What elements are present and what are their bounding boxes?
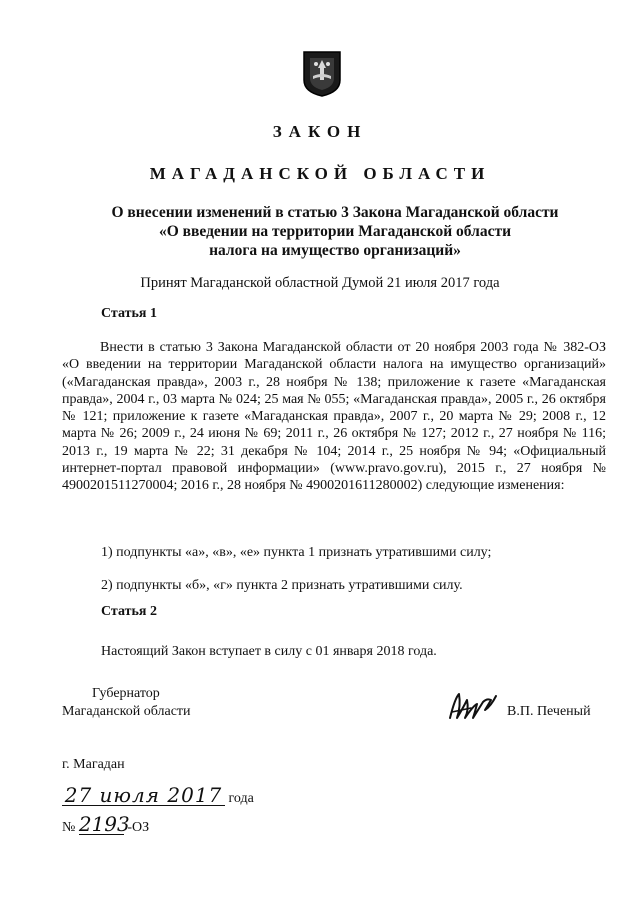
governor-title-line1: Губернатор bbox=[92, 686, 160, 701]
governor-title bbox=[62, 685, 191, 721]
number-prefix: № bbox=[62, 820, 76, 835]
city: г. Магадан bbox=[62, 757, 125, 772]
article-2-heading: Статья 2 bbox=[101, 604, 157, 619]
signing-date bbox=[62, 785, 254, 807]
law-number bbox=[62, 814, 149, 836]
subject-line: налога на имущество организаций» bbox=[209, 242, 461, 259]
article-1-heading: Статья 1 bbox=[101, 306, 157, 321]
region-title: МАГАДАНСКОЙ ОБЛАСТИ bbox=[149, 164, 491, 183]
law-title: ЗАКОН bbox=[272, 122, 368, 141]
number-suffix: -ОЗ bbox=[127, 820, 150, 835]
article-1-text: Внести в статью 3 Закона Магаданской области от 20 ноября 2003 года № 382-ОЗ «О введении на территории Магаданской области налога на имущество организаций» («Магаданская правда», 2003 г., 28 ноября № 138; приложение к газете «Магаданская правда», 2004 г., 03 марта № 024; 25 мая № 055; «Магаданская правда», 2005 г., 26 октября № 121; приложение к газете «Магаданская правда», 2007 г., 20 марта № 29; 2008 г., 12 марта № 26; 2009 г., 24 июня № 69; 2011 г., 26 октября № 127; 2012 г., 27 ноября № 116; 2013 г., 19 марта № 22; 31 декабря № 104; 2014 г., 25 ноября № 94; «Официальный интернет-портал правовой информации» (www.pravo.gov.ru), 2015 г., 27 ноября № 4900201511270004; 2016 г., 28 ноября № 4900201611280002) следующие изменения: bbox=[62, 340, 606, 494]
handwritten-number: 2193 bbox=[78, 812, 130, 836]
subject-line: О внесении изменений в статью 3 Закона Магаданской области bbox=[111, 204, 559, 221]
governor-name: В.П. Печеный bbox=[507, 704, 591, 719]
governor-title-line2: Магаданской области bbox=[62, 704, 191, 719]
handwritten-signature bbox=[447, 688, 499, 724]
article-1-item-1: 1) подпункты «а», «в», «е» пункта 1 признать утратившими силу; bbox=[101, 545, 492, 560]
adoption-note: Принят Магаданской областной Думой 21 июля 2017 года bbox=[140, 275, 500, 291]
article-1-item-2: 2) подпункты «б», «г» пункта 2 признать утратившими силу. bbox=[101, 578, 463, 593]
date-suffix: года bbox=[228, 791, 254, 806]
law-subject bbox=[60, 203, 610, 260]
coat-of-arms-emblem bbox=[302, 50, 342, 98]
article-2-text: Настоящий Закон вступает в силу с 01 января 2018 года. bbox=[101, 644, 437, 659]
subject-line: «О введении на территории Магаданской области bbox=[158, 223, 512, 240]
handwritten-date: 27 июля 2017 bbox=[62, 785, 225, 806]
